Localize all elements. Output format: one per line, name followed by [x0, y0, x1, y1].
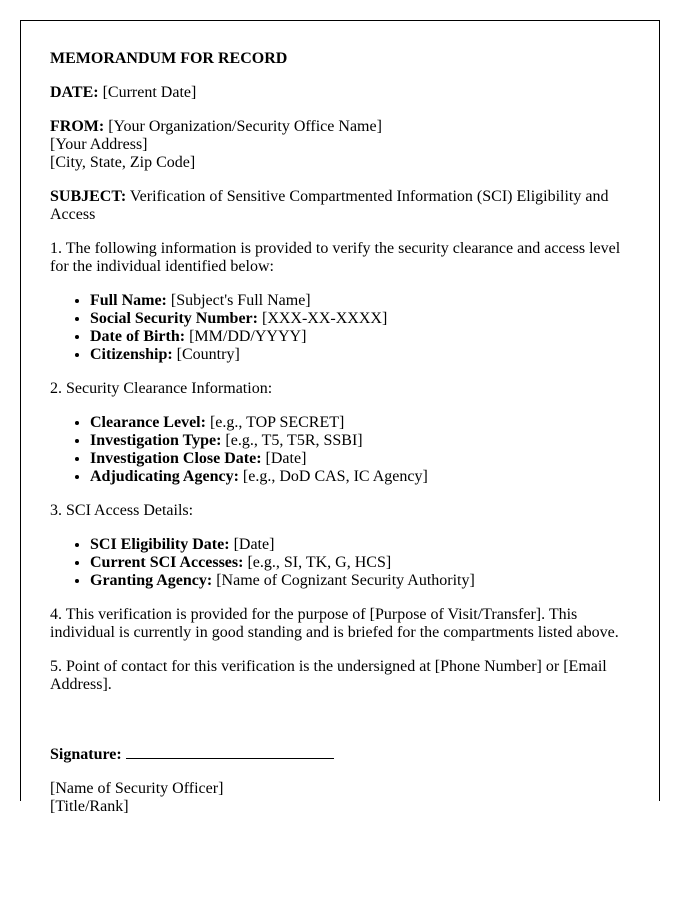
- date-value: [Current Date]: [102, 84, 197, 101]
- list-item-label: Full Name:: [90, 292, 167, 309]
- list-item: [90, 536, 625, 554]
- list-item: [90, 292, 625, 310]
- paragraph-1: 1. The following information is provided to verify the security clearance and access level for the individual identified below:: [50, 240, 621, 275]
- list-item-label: SCI Eligibility Date:: [90, 536, 230, 553]
- signature-block: [50, 780, 625, 816]
- officer-title: [Title/Rank]: [50, 798, 129, 815]
- list-item-value: [Date]: [233, 536, 275, 553]
- list-item: [90, 346, 625, 364]
- clearance-info-list: [50, 414, 625, 486]
- city-line: [City, State, Zip Code]: [50, 154, 196, 171]
- list-item: [90, 450, 625, 468]
- from-block: [50, 118, 625, 172]
- subject-value: Verification of Sensitive Compartmented Information (SCI) Eligibility and Access: [50, 188, 609, 223]
- list-item-value: [Subject's Full Name]: [170, 292, 311, 309]
- list-item: [90, 432, 625, 450]
- list-item: [90, 468, 625, 486]
- spacer: [50, 710, 625, 744]
- list-item-value: [e.g., TOP SECRET]: [209, 414, 345, 431]
- paragraph-2: 2. Security Clearance Information:: [50, 380, 273, 397]
- memo-content: [50, 50, 625, 816]
- list-item-label: Investigation Close Date:: [90, 450, 262, 467]
- list-item-value: [e.g., DoD CAS, IC Agency]: [242, 468, 428, 485]
- signature-rule: [126, 744, 334, 759]
- date-line: [50, 84, 625, 102]
- from-value: [Your Organization/Security Office Name]: [108, 118, 382, 135]
- subject-label: SUBJECT:: [50, 188, 127, 205]
- memo-page: [20, 20, 660, 815]
- list-item-value: [Name of Cognizant Security Authority]: [216, 572, 475, 589]
- list-item: [90, 554, 625, 572]
- subject-info-list: [50, 292, 625, 364]
- list-item-value: [MM/DD/YYYY]: [189, 328, 307, 345]
- from-label: FROM:: [50, 118, 105, 135]
- list-item-label: Investigation Type:: [90, 432, 222, 449]
- list-item-value: [e.g., SI, TK, G, HCS]: [247, 554, 392, 571]
- list-item-label: Current SCI Accesses:: [90, 554, 244, 571]
- list-item-value: [XXX-XX-XXXX]: [261, 310, 388, 327]
- list-item-label: Date of Birth:: [90, 328, 186, 345]
- subject-line: [50, 188, 625, 224]
- list-item: [90, 572, 625, 590]
- paragraph-5: 5. Point of contact for this verification is the undersigned at [Phone Number] or [Email Address].: [50, 658, 607, 693]
- signature-line: [50, 744, 625, 764]
- paragraph-4: 4. This verification is provided for the purpose of [Purpose of Visit/Transfer]. This individual is currently in good standing and is briefed for the compartments listed above.: [50, 606, 619, 641]
- sci-access-list: [50, 536, 625, 590]
- from-line: [50, 118, 625, 136]
- list-item-label: Adjudicating Agency:: [90, 468, 239, 485]
- list-item-value: [e.g., T5, T5R, SSBI]: [225, 432, 363, 449]
- date-label: DATE:: [50, 84, 99, 101]
- list-item-label: Granting Agency:: [90, 572, 213, 589]
- list-item-value: [Country]: [176, 346, 240, 363]
- list-item-value: [Date]: [265, 450, 307, 467]
- address-line: [Your Address]: [50, 136, 148, 153]
- memo-title: MEMORANDUM FOR RECORD: [50, 50, 288, 67]
- paragraph-3: 3. SCI Access Details:: [50, 502, 194, 519]
- list-item-label: Citizenship:: [90, 346, 173, 363]
- list-item-label: Social Security Number:: [90, 310, 258, 327]
- signature-label: Signature:: [50, 746, 122, 763]
- list-item-label: Clearance Level:: [90, 414, 206, 431]
- list-item: [90, 310, 625, 328]
- list-item: [90, 414, 625, 432]
- officer-name: [Name of Security Officer]: [50, 780, 224, 797]
- list-item: [90, 328, 625, 346]
